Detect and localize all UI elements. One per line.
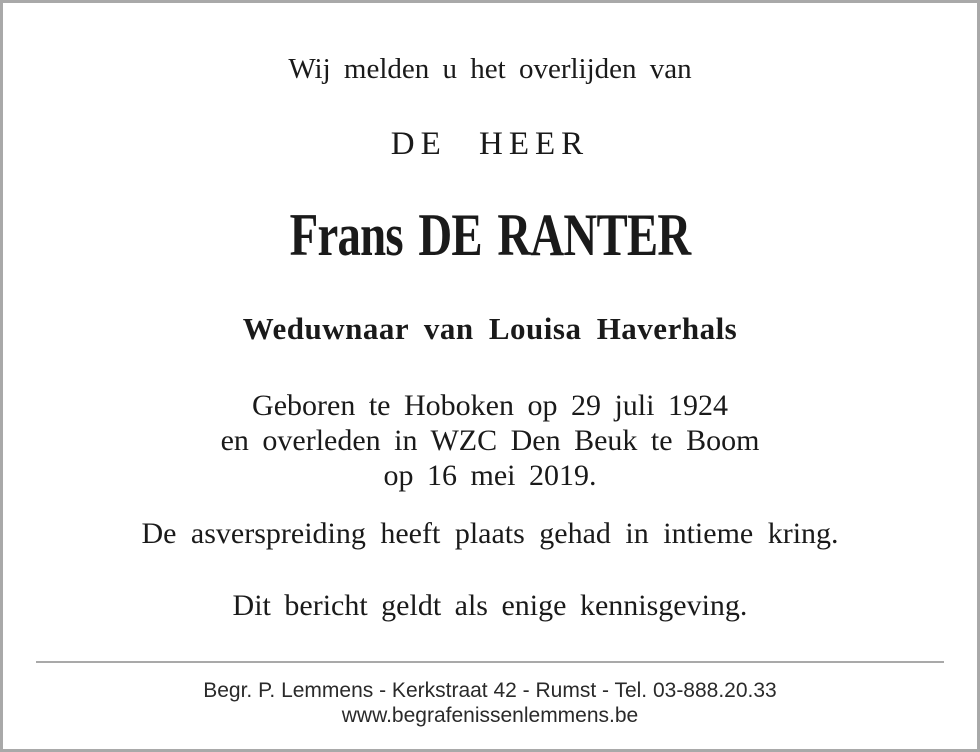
cremation-notice: De asverspreiding heeft plaats gehad in intieme kring. xyxy=(141,517,839,550)
death-date-line: op 16 mei 2019. xyxy=(383,459,597,492)
birth-line: Geboren te Hoboken op 29 juli 1924 xyxy=(252,389,728,422)
honorific-title: DE HEER xyxy=(390,126,590,162)
deceased-name: Frans DE RANTER xyxy=(289,202,691,268)
spouse-line: Weduwnaar van Louisa Haverhals xyxy=(242,311,738,346)
funeral-home-address: Begr. P. Lemmens - Kerkstraat 42 - Rumst - Tel. 03-888.20.33 xyxy=(203,679,777,702)
funeral-home-website[interactable]: www.begrafenissenlemmens.be xyxy=(341,704,639,727)
intro-text: Wij melden u het overlijden van xyxy=(288,53,692,85)
notification-statement: Dit bericht geldt als enige kennisgeving. xyxy=(232,589,748,622)
footer-divider xyxy=(36,661,944,663)
death-line: en overleden in WZC Den Beuk te Boom xyxy=(220,424,760,457)
